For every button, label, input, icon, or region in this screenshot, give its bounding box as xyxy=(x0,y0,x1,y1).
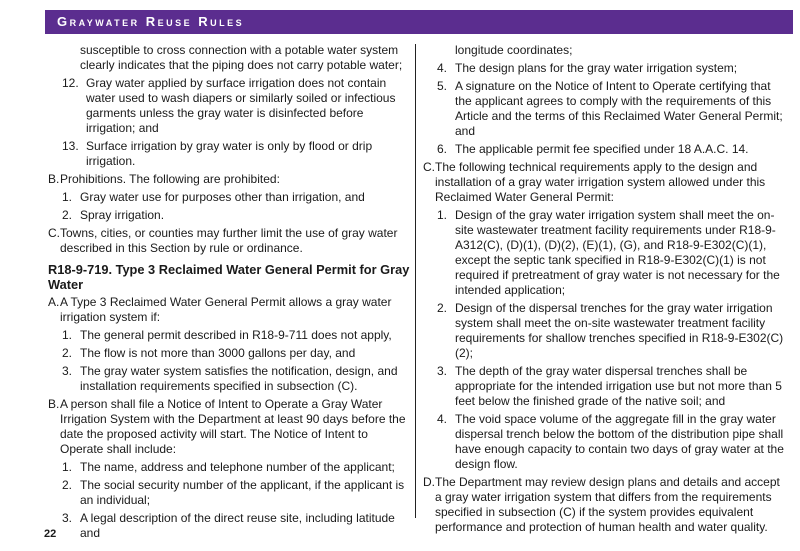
item-number: 3. xyxy=(62,511,73,525)
page-number: 22 xyxy=(44,528,57,540)
rule-item xyxy=(48,226,410,256)
rule-item xyxy=(48,43,410,73)
item-text: A signature on the Notice of Intent to Operate certifying that the applicant agrees to comply with the requirements of this Article and the terms of this Reclaimed Water General Permit; and xyxy=(455,79,783,138)
rule-item xyxy=(48,295,410,325)
rule-item xyxy=(423,79,785,139)
item-number: 1. xyxy=(62,460,73,474)
page-header-title: Graywater Reuse Rules xyxy=(57,14,245,29)
rule-item xyxy=(423,208,785,298)
item-number: 6. xyxy=(437,142,448,156)
item-text: Design of the gray water irrigation system shall meet the on-site wastewater treatment facility requirements under R18-9-A312(C), (D)(1), (D)(2), (E)(1), (G), and R18-9-E302(C)(1), except the septic tank specified in R18-9-E302(C)(1) is not required if pretreatment of gray water is not necessary for the intended application; xyxy=(455,208,780,297)
rule-item xyxy=(48,364,410,394)
item-text: The applicable permit fee specified under 18 A.A.C. 14. xyxy=(455,142,749,156)
item-number: 13. xyxy=(62,139,79,153)
column-divider xyxy=(415,44,416,518)
item-text: A legal description of the direct reuse site, including latitude and xyxy=(80,511,395,540)
item-number: C. xyxy=(423,160,435,174)
rule-item xyxy=(48,328,410,343)
item-text: Prohibitions. The following are prohibited: xyxy=(60,172,280,186)
left-column xyxy=(48,43,410,541)
item-number: 4. xyxy=(437,412,448,426)
rule-item xyxy=(423,412,785,472)
item-number: 1. xyxy=(62,190,73,204)
item-number: B. xyxy=(48,172,60,186)
item-number: 12. xyxy=(62,76,79,90)
item-text: The gray water system satisfies the notification, design, and installation requirements specified in subsection (C). xyxy=(80,364,398,393)
item-number: 2. xyxy=(62,346,73,360)
item-number: 3. xyxy=(437,364,448,378)
section-heading: R18-9-719. Type 3 Reclaimed Water General Permit for Gray Water xyxy=(48,262,410,292)
item-text: The following technical requirements apply to the design and installation of a gray water irrigation system allowed under this Reclaimed Water General Permit: xyxy=(435,160,766,204)
item-text: The name, address and telephone number of the applicant; xyxy=(80,460,395,474)
item-text: The flow is not more than 3000 gallons per day, and xyxy=(80,346,356,360)
item-text: Surface irrigation by gray water is only by flood or drip irrigation. xyxy=(86,139,373,168)
rule-item xyxy=(48,190,410,205)
item-text: The Department may review design plans and details and accept a gray water irrigation system that differs from the requirements specified in subsection (C) if the system provides equivalent performance and protection of human health and water quality. xyxy=(435,475,780,534)
item-number: 2. xyxy=(437,301,448,315)
item-text: Towns, cities, or counties may further limit the use of gray water described in this Section by rule or ordinance. xyxy=(60,226,398,255)
item-text: Design of the dispersal trenches for the gray water irrigation system shall meet the on-site wastewater treatment facility requirements for shallow trenches specified in R18-9-E302(C)(2); xyxy=(455,301,784,360)
rule-item xyxy=(423,142,785,157)
item-text: The general permit described in R18-9-711 does not apply, xyxy=(80,328,392,342)
rule-item xyxy=(48,172,410,187)
item-text: The depth of the gray water dispersal trenches shall be appropriate for the intended irrigation use but not more than 5 feet below the finished grade of the native soil; and xyxy=(455,364,782,408)
rule-item xyxy=(48,139,410,169)
item-text: susceptible to cross connection with a potable water system clearly indicates that the piping does not carry potable water; xyxy=(80,43,403,72)
item-text: Spray irrigation. xyxy=(80,208,165,222)
rule-item xyxy=(423,61,785,76)
item-number: 5. xyxy=(437,79,448,93)
item-number: 3. xyxy=(62,364,73,378)
item-number: D. xyxy=(423,475,435,489)
item-number: 1. xyxy=(62,328,73,342)
rule-item xyxy=(423,160,785,205)
rule-item xyxy=(423,301,785,361)
rule-item xyxy=(48,397,410,457)
right-column xyxy=(423,43,785,535)
item-text: Gray water applied by surface irrigation does not contain water used to wash diapers or similarly soiled or infectious garments unless the gray water is disinfected before irrigation; and xyxy=(86,76,396,135)
item-number: B. xyxy=(48,397,60,411)
item-text: The design plans for the gray water irrigation system; xyxy=(455,61,738,75)
item-text: The void space volume of the aggregate fill in the gray water dispersal trench below the bottom of the distribution pipe shall have enough capacity to contain two days of gray water at the design flow. xyxy=(455,412,784,471)
header-bar xyxy=(45,10,793,34)
rule-item xyxy=(48,478,410,508)
rule-item xyxy=(48,460,410,475)
item-number: C. xyxy=(48,226,60,240)
item-text: longitude coordinates; xyxy=(455,43,573,57)
rule-item xyxy=(48,511,410,541)
item-number: 1. xyxy=(437,208,448,222)
rule-item xyxy=(48,208,410,223)
item-text: Gray water use for purposes other than irrigation, and xyxy=(80,190,365,204)
rule-item xyxy=(48,346,410,361)
item-number: 2. xyxy=(62,208,73,222)
item-text: A person shall file a Notice of Intent to Operate a Gray Water Irrigation System with the Department at least 90 days before the date the proposed activity will start. The Notice of Intent to Operate shall include: xyxy=(60,397,406,456)
item-text: A Type 3 Reclaimed Water General Permit allows a gray water irrigation system if: xyxy=(60,295,392,324)
item-number: A. xyxy=(48,295,60,309)
rule-item xyxy=(48,76,410,136)
rule-item xyxy=(423,364,785,409)
item-text: The social security number of the applicant, if the applicant is an individual; xyxy=(80,478,405,507)
rule-item xyxy=(423,475,785,535)
rule-item xyxy=(423,43,785,58)
item-number: 4. xyxy=(437,61,448,75)
item-number: 2. xyxy=(62,478,73,492)
